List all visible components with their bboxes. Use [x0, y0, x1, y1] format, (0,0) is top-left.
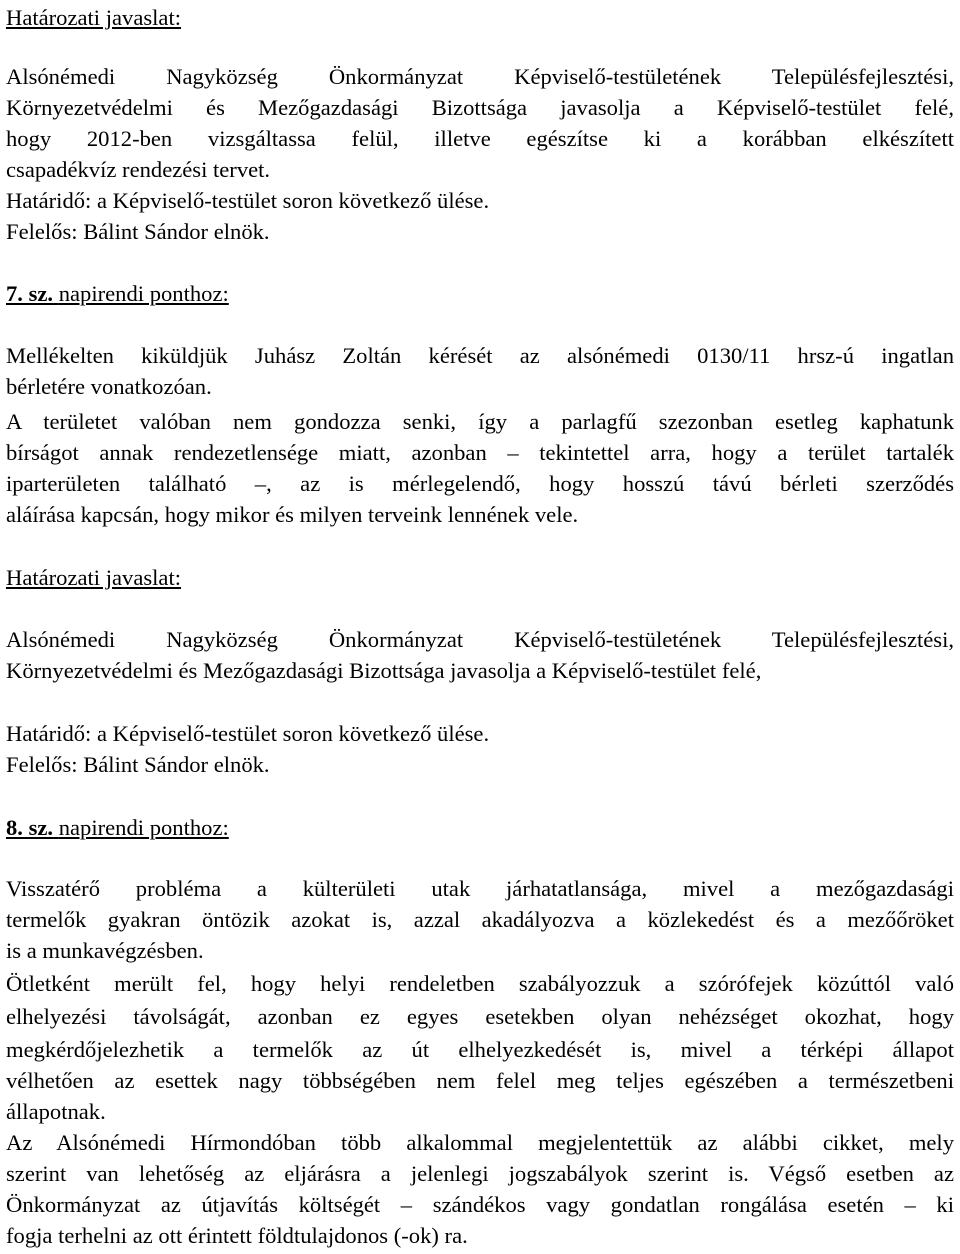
- item-8-p1-line-1: Visszatérő probléma a külterületi utak járhatatlansága, mivel a mezőgazdasági: [6, 876, 954, 901]
- item-7-p2-line-2: bírságot annak rendezetlensége miatt, azonban – tekintettel arra, hogy a terület tartalék: [6, 440, 954, 465]
- item-8-p3-line-3: Önkormányzat az útjavítás költségét – szándékos vagy gondatlan rongálása esetén – ki: [6, 1192, 954, 1217]
- item-8-p2-line-3: megkérdőjelezhetik a termelők az út elhelyezkedését is, mivel a térképi állapot: [6, 1037, 954, 1062]
- item-7-p1-line-1: Mellékelten kiküldjük Juhász Zoltán kérését az alsónémedi 0130/11 hrsz-ú ingatlan: [6, 343, 954, 368]
- agenda-item-8-heading: [6, 812, 954, 843]
- deadline-2: Határidő: a Képviselő-testület soron következő ülése.: [6, 721, 490, 746]
- resolution-1-line-4: csapadékvíz rendezési tervet.: [6, 157, 271, 182]
- item-7-p2-line-4: aláírása kapcsán, hogy mikor és milyen terveink lennének vele.: [6, 502, 579, 527]
- resolution-1-line-3: hogy 2012-ben vizsgáltassa felül, illetve egészítse ki a korábban elkészített: [6, 126, 954, 151]
- resolution-heading-1: Határozati javaslat:: [6, 5, 182, 30]
- resolution-1-line-1: Alsónémedi Nagyközség Önkormányzat Képviselő-testületének Településfejlesztési,: [6, 64, 954, 89]
- resolution-2-line-2: Környezetvédelmi és Mezőgazdasági Bizottsága javasolja a Képviselő-testület felé,: [6, 658, 762, 683]
- item-8-p2-line-2: elhelyezési távolságát, azonban ez egyes esetekben olyan nehézséget okozhat, hogy: [6, 1004, 954, 1029]
- deadline-1: Határidő: a Képviselő-testület soron következő ülése.: [6, 188, 490, 213]
- item-8-p1-line-3: is a munkavégzésben.: [6, 938, 204, 963]
- item-8-p3-line-4: fogja terhelni az ott érintett földtulajdonos (-ok) ra.: [6, 1223, 468, 1248]
- item-7-p2-line-3: iparterületen található –, az is mérlegelendő, hogy hosszú távú bérleti szerződés: [6, 471, 954, 496]
- responsible-2: Felelős: Bálint Sándor elnök.: [6, 752, 270, 777]
- item-8-p1-line-2: termelők gyakran öntözik azokat is, azzal akadályozva a közlekedést és a mezőőröket: [6, 907, 954, 932]
- resolution-2-line-1: Alsónémedi Nagyközség Önkormányzat Képviselő-testületének Településfejlesztési,: [6, 627, 954, 652]
- resolution-heading-2: Határozati javaslat:: [6, 565, 182, 590]
- agenda-item-7-number: 7. sz.: [6, 281, 54, 306]
- item-8-p3-line-2: szerint van lehetőség az eljárásra a jelenlegi jogszabályok szerint is. Végső esetben az: [6, 1161, 954, 1186]
- item-8-p3-line-1: Az Alsónémedi Hírmondóban több alkalommal megjelentettük az alábbi cikket, mely: [6, 1130, 954, 1155]
- agenda-item-7-title: napirendi ponthoz:: [58, 281, 229, 306]
- agenda-item-7-heading: [6, 278, 954, 309]
- responsible-1: Felelős: Bálint Sándor elnök.: [6, 219, 270, 244]
- item-8-p2-line-5: állapotnak.: [6, 1099, 106, 1124]
- item-8-p2-line-4: vélhetően az esettek nagy többségében nem felel meg teljes egészében a természetbeni: [6, 1068, 954, 1093]
- item-7-p1-line-2: bérletére vonatkozóan.: [6, 374, 212, 399]
- item-7-p2-line-1: A területet valóban nem gondozza senki, így a parlagfű szezonban esetleg kaphatunk: [6, 409, 954, 434]
- agenda-item-8-number: 8. sz.: [6, 815, 54, 840]
- item-8-p2-line-1: Ötletként merült fel, hogy helyi rendeletben szabályozzuk a szórófejek közúttól való: [6, 971, 954, 996]
- agenda-item-8-title: napirendi ponthoz:: [58, 815, 229, 840]
- resolution-1-line-2: Környezetvédelmi és Mezőgazdasági Bizottsága javasolja a Képviselő-testület felé,: [6, 95, 954, 120]
